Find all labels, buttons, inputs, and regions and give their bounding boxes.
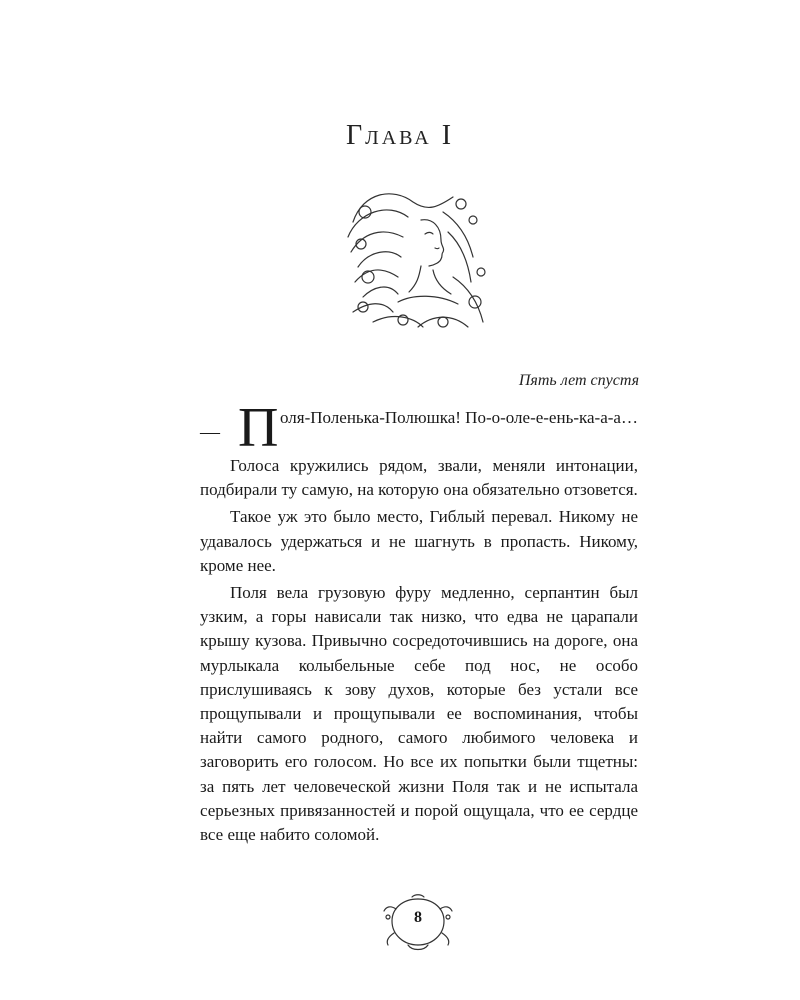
chapter-title: Глава I <box>345 120 455 151</box>
epigraph: Пять лет спустя <box>518 372 639 389</box>
paragraph: Такое уж это было место, Гиблый перевал. Никому не удавалось удержаться и не шагнуть в пропасть. Никому, кроме нее. <box>200 507 638 575</box>
body-text <box>200 397 638 850</box>
first-paragraph-text: оля-Поленька-Полюшка! По-о-оле-е-ень-ка-а-а… <box>280 408 638 427</box>
paragraph: Голоса кружились рядом, звали, меняли интонации, подбирали ту самую, на которую она обязательно отзовется. <box>200 456 638 500</box>
first-paragraph <box>200 397 638 459</box>
paragraph: Поля вела грузовую фуру медленно, серпантин был узким, а горы нависали так низко, что едва не царапали крышу кузова. Привычно сосредоточившись на дороге, она мурлыкала колыбельные себе под нос, не особо прислушиваясь к зову духов, которые без устали все прощупывали и прощупывали ее воспоминания, чтобы найти самого родного, самого любимого человека и заговорить его голосом. Но все их попытки были тщетны: за пять лет человеческой жизни Поля так и не испытала серьезных привязанностей и порой ощущала, что ее сердце все еще набито соломой. <box>200 583 638 845</box>
woman-portrait-ornament-icon <box>343 182 495 334</box>
drop-cap: П <box>238 397 279 459</box>
dialogue-dash: — <box>200 421 220 443</box>
page-number: 8 <box>414 909 422 926</box>
page-number-ornament <box>378 893 458 953</box>
